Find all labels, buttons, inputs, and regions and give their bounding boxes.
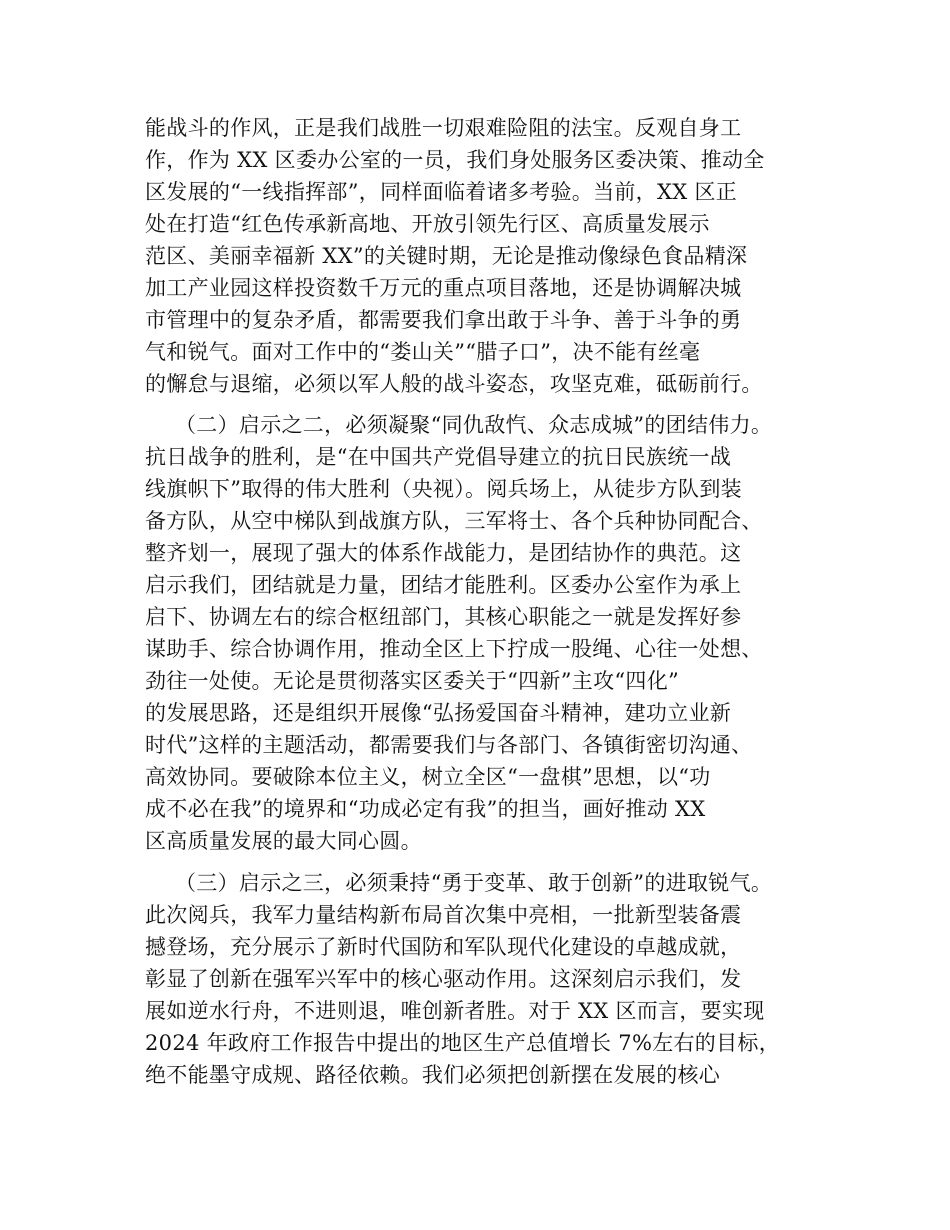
text-line: 成不必在我”的境界和“功成必定有我”的担当，画好推动 XX <box>145 797 706 821</box>
paragraph-insight-three <box>145 867 835 1091</box>
text-line: 2024 年政府工作报告中提出的地区生产总值增长 7%左右的目标， <box>145 1031 781 1055</box>
text-line: 启下、协调左右的综合枢纽部门，其核心职能之一就是发挥好参 <box>145 605 742 629</box>
text-line: 处在打造“红色传承新高地、开放引领先行区、高质量发展示 <box>145 212 710 236</box>
text-line: 此次阅兵，我军力量结构新布局首次集中亮相，一批新型装备震 <box>145 903 742 927</box>
text-line: 绝不能墨守成规、路径依赖。我们必须把创新摆在发展的核心 <box>145 1063 721 1087</box>
text-line: 的发展思路，还是组织开展像“弘扬爱国奋斗精神，建功立业新 <box>145 701 732 725</box>
paragraph-continuation <box>145 112 835 400</box>
text-line: 能战斗的作风，正是我们战胜一切艰难险阻的法宝。反观自身工 <box>145 116 742 140</box>
paragraph-insight-two <box>145 409 835 857</box>
text-line: 彰显了创新在强军兴军中的核心驱动作用。这深刻启示我们，发 <box>145 967 742 991</box>
text-line: 展如逆水行舟，不进则退，唯创新者胜。对于 XX 区而言，要实现 <box>145 999 765 1023</box>
text-line: 抗日战争的胜利，是“在中国共产党倡导建立的抗日民族统一战 <box>145 445 732 469</box>
text-line: 劲往一处使。无论是贯彻落实区委关于“四新”主攻“四化” <box>145 669 680 693</box>
text-line: 谋助手、综合协调作用，推动全区上下拧成一股绳、心往一处想、 <box>145 637 763 661</box>
text-line: 时代”这样的主题活动，都需要我们与各部门、各镇街密切沟通、 <box>145 733 753 757</box>
text-line: 线旗帜下”取得的伟大胜利（央视）。阅兵场上，从徒步方队到装 <box>145 477 742 501</box>
text-line: 区发展的“一线指挥部”，同样面临着诸多考验。当前，XX 区正 <box>145 180 738 204</box>
text-line: 高效协同。要破除本位主义，树立全区“一盘棋”思想，以“功 <box>145 765 711 789</box>
text-line: 整齐划一，展现了强大的体系作战能力，是团结协作的典范。这 <box>145 541 742 565</box>
text-line: 的懈怠与退缩，必须以军人般的战斗姿态，攻坚克难，砥砺前行。 <box>145 372 763 396</box>
text-line: 备方队，从空中梯队到战旗方队，三军将士、各个兵种协同配合、 <box>145 509 763 533</box>
section-heading-line: （三）启示之三，必须秉持“勇于变革、敢于创新”的进取锐气。 <box>175 871 773 895</box>
text-line: 范区、美丽幸福新 XX”的关键时期，无论是推动像绿色食品精深 <box>145 244 748 268</box>
text-line: 撼登场，充分展示了新时代国防和军队现代化建设的卓越成就， <box>145 935 742 959</box>
text-line: 市管理中的复杂矛盾，都需要我们拿出敢于斗争、善于斗争的勇 <box>145 308 742 332</box>
section-heading-line: （二）启示之二，必须凝聚“同仇敌忾、众志成城”的团结伟力。 <box>175 413 773 437</box>
text-line: 作，作为 XX 区委办公室的一员，我们身处服务区委决策、推动全 <box>145 148 765 172</box>
text-line: 气和锐气。面对工作中的“娄山关”“腊子口”，决不能有丝毫 <box>145 340 701 364</box>
text-line: 加工产业园这样投资数千万元的重点项目落地，还是协调解决城 <box>145 276 742 300</box>
text-line: 区高质量发展的最大同心圆。 <box>145 829 422 853</box>
text-line: 启示我们，团结就是力量，团结才能胜利。区委办公室作为承上 <box>145 573 742 597</box>
